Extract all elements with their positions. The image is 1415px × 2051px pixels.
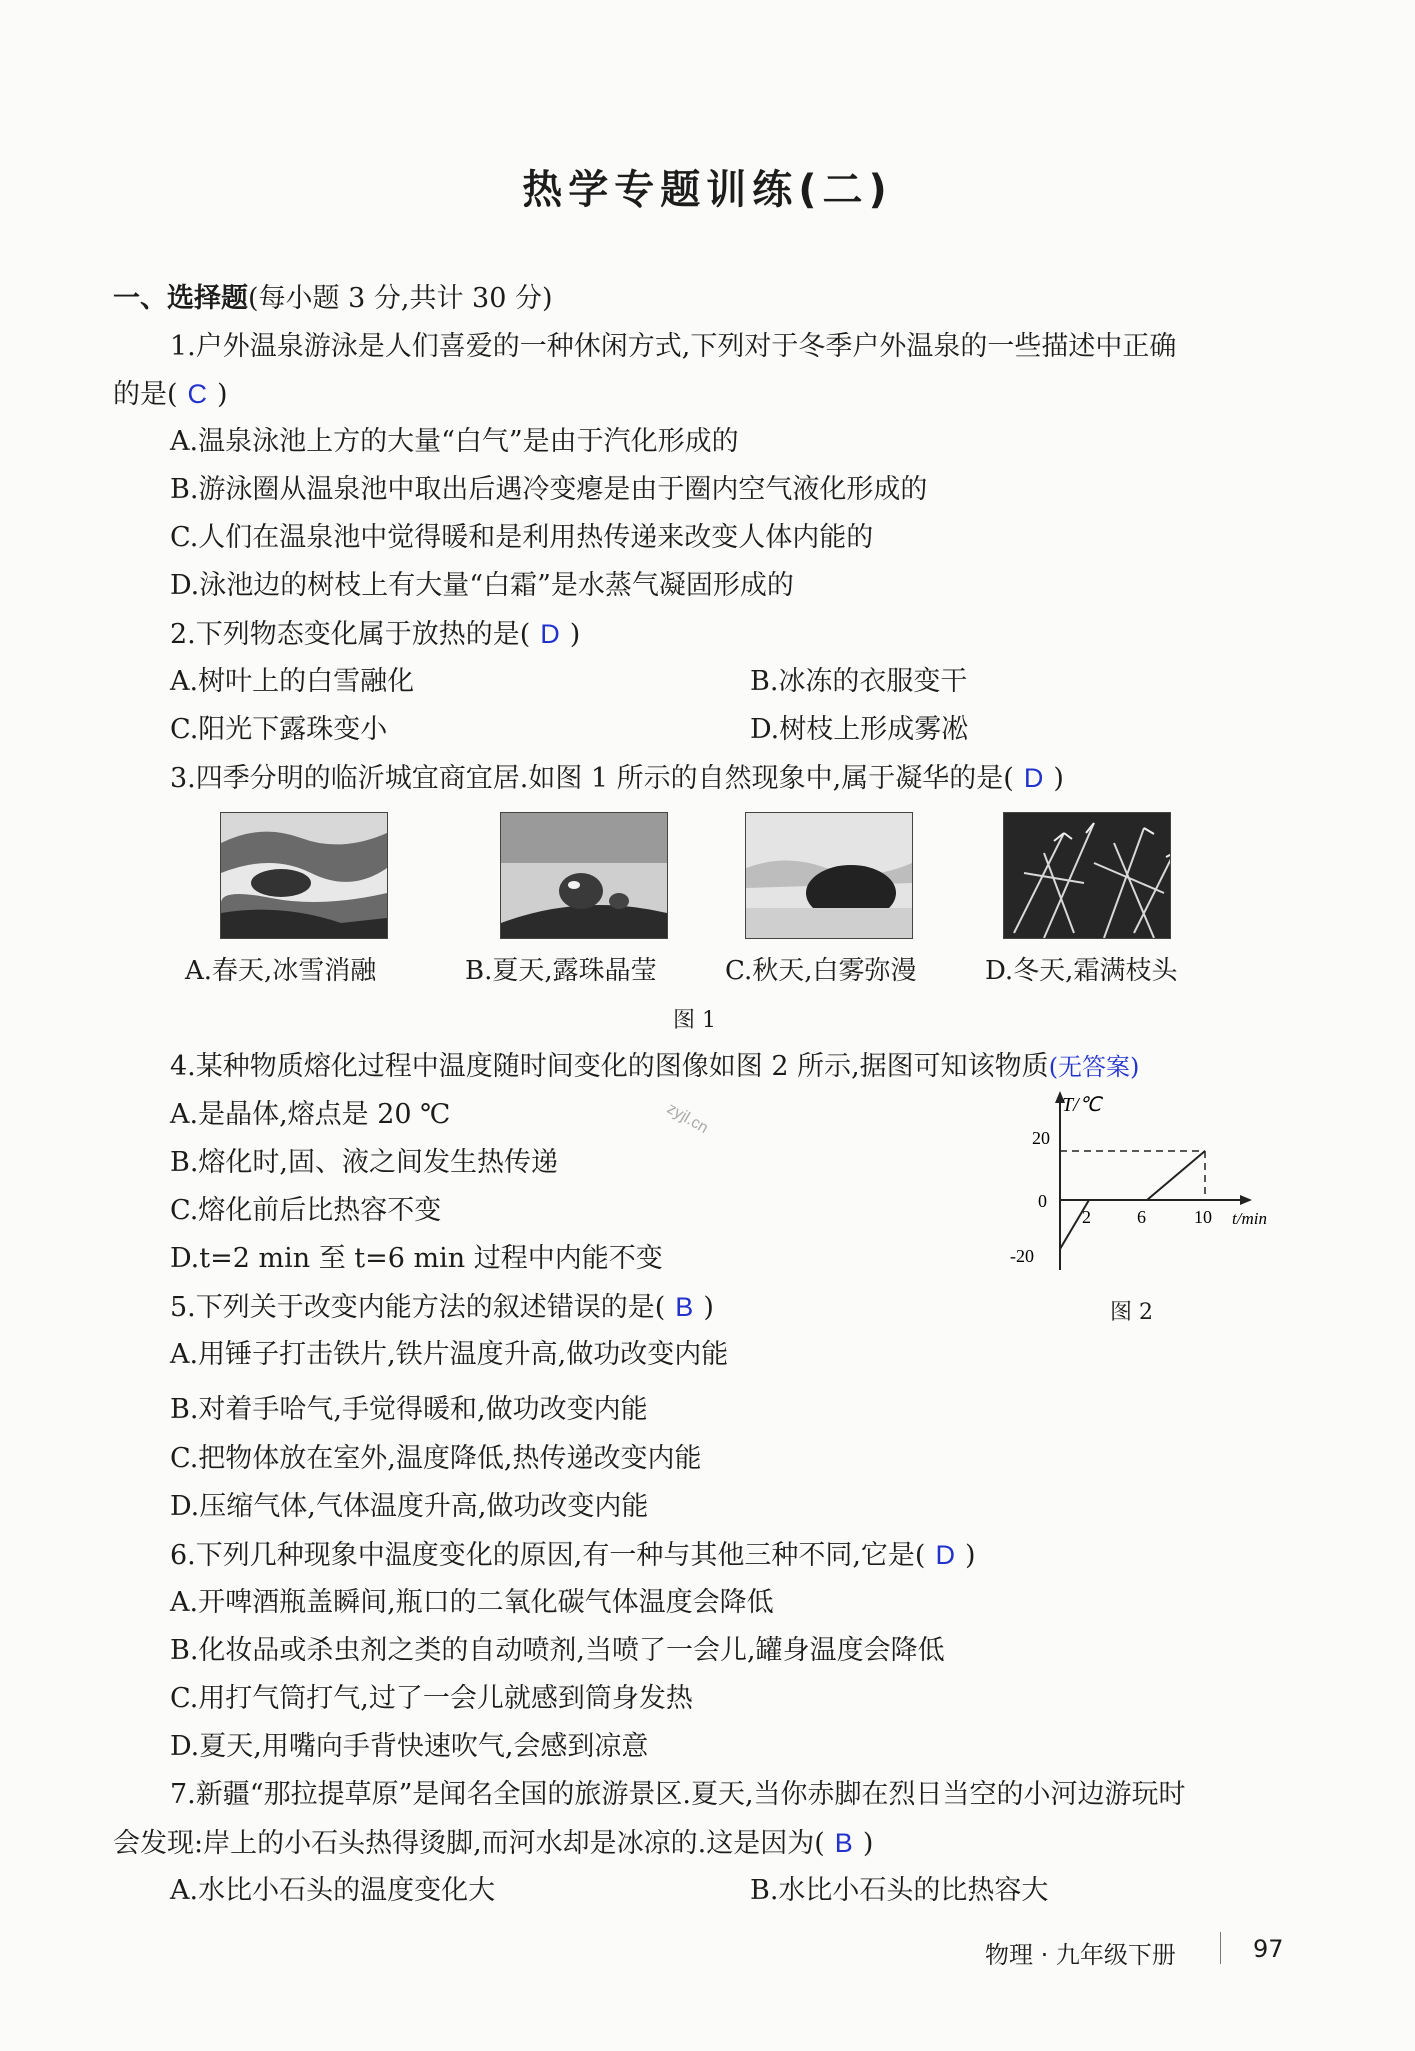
q6-answer: D — [935, 1540, 955, 1570]
q6-option-c: C.用打气筒打气,过了一会儿就感到筒身发热 — [170, 1683, 693, 1714]
q5-option-d: D.压缩气体,气体温度升高,做功改变内能 — [170, 1491, 649, 1522]
photo-fog — [745, 812, 913, 939]
q6-option-d: D.夏天,用嘴向手背快速吹气,会感到凉意 — [170, 1731, 649, 1762]
footer-subject: 物理 · 九年级下册 — [985, 1941, 1176, 1969]
q4-answer-note: (无答案) — [1048, 1053, 1140, 1081]
y-tick-neg20: -20 — [1010, 1246, 1034, 1266]
q7-answer: B — [834, 1828, 853, 1858]
q2-option-a: A.树叶上的白雪融化 — [170, 666, 415, 697]
q1-option-a: A.温泉泳池上方的大量“白气”是由于汽化形成的 — [170, 426, 739, 457]
temperature-time-graph — [1000, 1085, 1290, 1285]
q2-stem — [170, 617, 580, 652]
x-tick-2: 2 — [1082, 1207, 1091, 1227]
q5-option-c: C.把物体放在室外,温度降低,热传递改变内能 — [170, 1443, 702, 1474]
q7-stem-line1: 7.新疆“那拉提草原”是闻名全国的旅游景区.夏天,当你赤脚在烈日当空的小河边游玩时 — [170, 1779, 1186, 1810]
photo-frost-branches — [1003, 812, 1171, 939]
q7-stem-line2 — [113, 1826, 873, 1861]
q1-stem-post: ) — [217, 379, 228, 410]
caption-c: C.秋天,白雾弥漫 — [725, 956, 917, 986]
q7-option-b: B.水比小石头的比热容大 — [750, 1875, 1049, 1906]
caption-d: D.冬天,霜满枝头 — [985, 956, 1178, 986]
q3-answer: D — [1023, 763, 1044, 793]
q5-option-b: B.对着手哈气,手觉得暖和,做功改变内能 — [170, 1394, 648, 1425]
q1-option-b: B.游泳圈从温泉池中取出后遇冷变瘪是由于圈内空气液化形成的 — [170, 474, 928, 505]
photo-melting-snow — [220, 812, 388, 939]
q4-stem-text: 4.某种物质熔化过程中温度随时间变化的图像如图 2 所示,据图可知该物质 — [170, 1051, 1049, 1082]
q4-option-d: D.t=2 min 至 t=6 min 过程中内能不变 — [170, 1243, 663, 1274]
page-number: 97 — [1253, 1935, 1284, 1963]
section-head: 一、选择题 — [113, 283, 248, 314]
caption-a: A.春天,冰雪消融 — [185, 956, 377, 986]
x-tick-6: 6 — [1137, 1207, 1146, 1227]
section-heading — [113, 282, 553, 316]
q4-option-b: B.熔化时,固、液之间发生热传递 — [170, 1147, 559, 1178]
q6-option-a: A.开啤酒瓶盖瞬间,瓶口的二氧化碳气体温度会降低 — [170, 1587, 774, 1618]
q3-stem-post: ) — [1053, 763, 1064, 794]
figure-1-label: 图 1 — [673, 1008, 716, 1033]
q2-stem-pre: 2.下列物态变化属于放热的是( — [170, 619, 531, 650]
footer-separator — [1220, 1932, 1221, 1964]
q7-stem-post: ) — [862, 1828, 874, 1859]
q7-option-a: A.水比小石头的温度变化大 — [170, 1875, 496, 1906]
x-axis-arrow — [1240, 1195, 1252, 1205]
page-title: 热学专题训练(二) — [522, 167, 893, 213]
q1-stem-line1: 1.户外温泉游泳是人们喜爱的一种休闲方式,下列对于冬季户外温泉的一些描述中正确 — [170, 331, 1177, 362]
q3-stem — [170, 761, 1064, 796]
q4-option-c: C.熔化前后比热容不变 — [170, 1195, 442, 1226]
q2-option-c: C.阳光下露珠变小 — [170, 714, 388, 745]
y-axis-label: T/℃ — [1062, 1094, 1102, 1116]
q1-answer: C — [187, 379, 208, 409]
q6-stem-pre: 6.下列几种现象中温度变化的原因,有一种与其他三种不同,它是( — [170, 1540, 926, 1571]
q4-stem — [170, 1050, 1139, 1084]
x-axis-label: t/min — [1232, 1209, 1267, 1228]
caption-b: B.夏天,露珠晶莹 — [465, 956, 657, 986]
q6-stem — [170, 1538, 976, 1573]
q2-stem-post: ) — [569, 619, 581, 650]
q1-stem-pre: 的是( — [113, 379, 178, 410]
q5-stem-pre: 5.下列关于改变内能方法的叙述错误的是( — [170, 1292, 666, 1323]
q3-stem-pre: 3.四季分明的临沂城宜商宜居.如图 1 所示的自然现象中,属于凝华的是( — [170, 763, 1014, 794]
y-tick-20: 20 — [1032, 1128, 1050, 1148]
q4-option-a: A.是晶体,熔点是 20 ℃ — [170, 1099, 451, 1130]
photo-dew-drop — [500, 812, 668, 939]
q7-stem-pre: 会发现:岸上的小石头热得烫脚,而河水却是冰凉的.这是因为( — [113, 1828, 825, 1859]
q1-option-c: C.人们在温泉池中觉得暖和是利用热传递来改变人体内能的 — [170, 522, 874, 553]
q1-option-d: D.泳池边的树枝上有大量“白霜”是水蒸气凝固形成的 — [170, 570, 794, 601]
q6-option-b: B.化妆品或杀虫剂之类的自动喷剂,当喷了一会儿,罐身温度会降低 — [170, 1635, 945, 1666]
x-tick-10: 10 — [1194, 1207, 1212, 1227]
q1-stem-line2 — [113, 377, 228, 412]
q2-option-d: D.树枝上形成雾凇 — [750, 714, 969, 745]
q6-stem-post: ) — [964, 1540, 976, 1571]
watermark: zyjl.cn — [663, 1100, 711, 1138]
q5-stem-post: ) — [703, 1292, 714, 1323]
q5-stem — [170, 1290, 714, 1325]
q2-answer: D — [540, 619, 560, 649]
q5-answer: B — [675, 1292, 694, 1322]
q2-option-b: B.冰冻的衣服变干 — [750, 666, 968, 697]
figure-2-label: 图 2 — [1110, 1300, 1153, 1325]
origin-label: 0 — [1038, 1191, 1047, 1211]
q5-option-a: A.用锤子打击铁片,铁片温度升高,做功改变内能 — [170, 1339, 729, 1370]
section-note: (每小题 3 分,共计 30 分) — [248, 283, 553, 314]
